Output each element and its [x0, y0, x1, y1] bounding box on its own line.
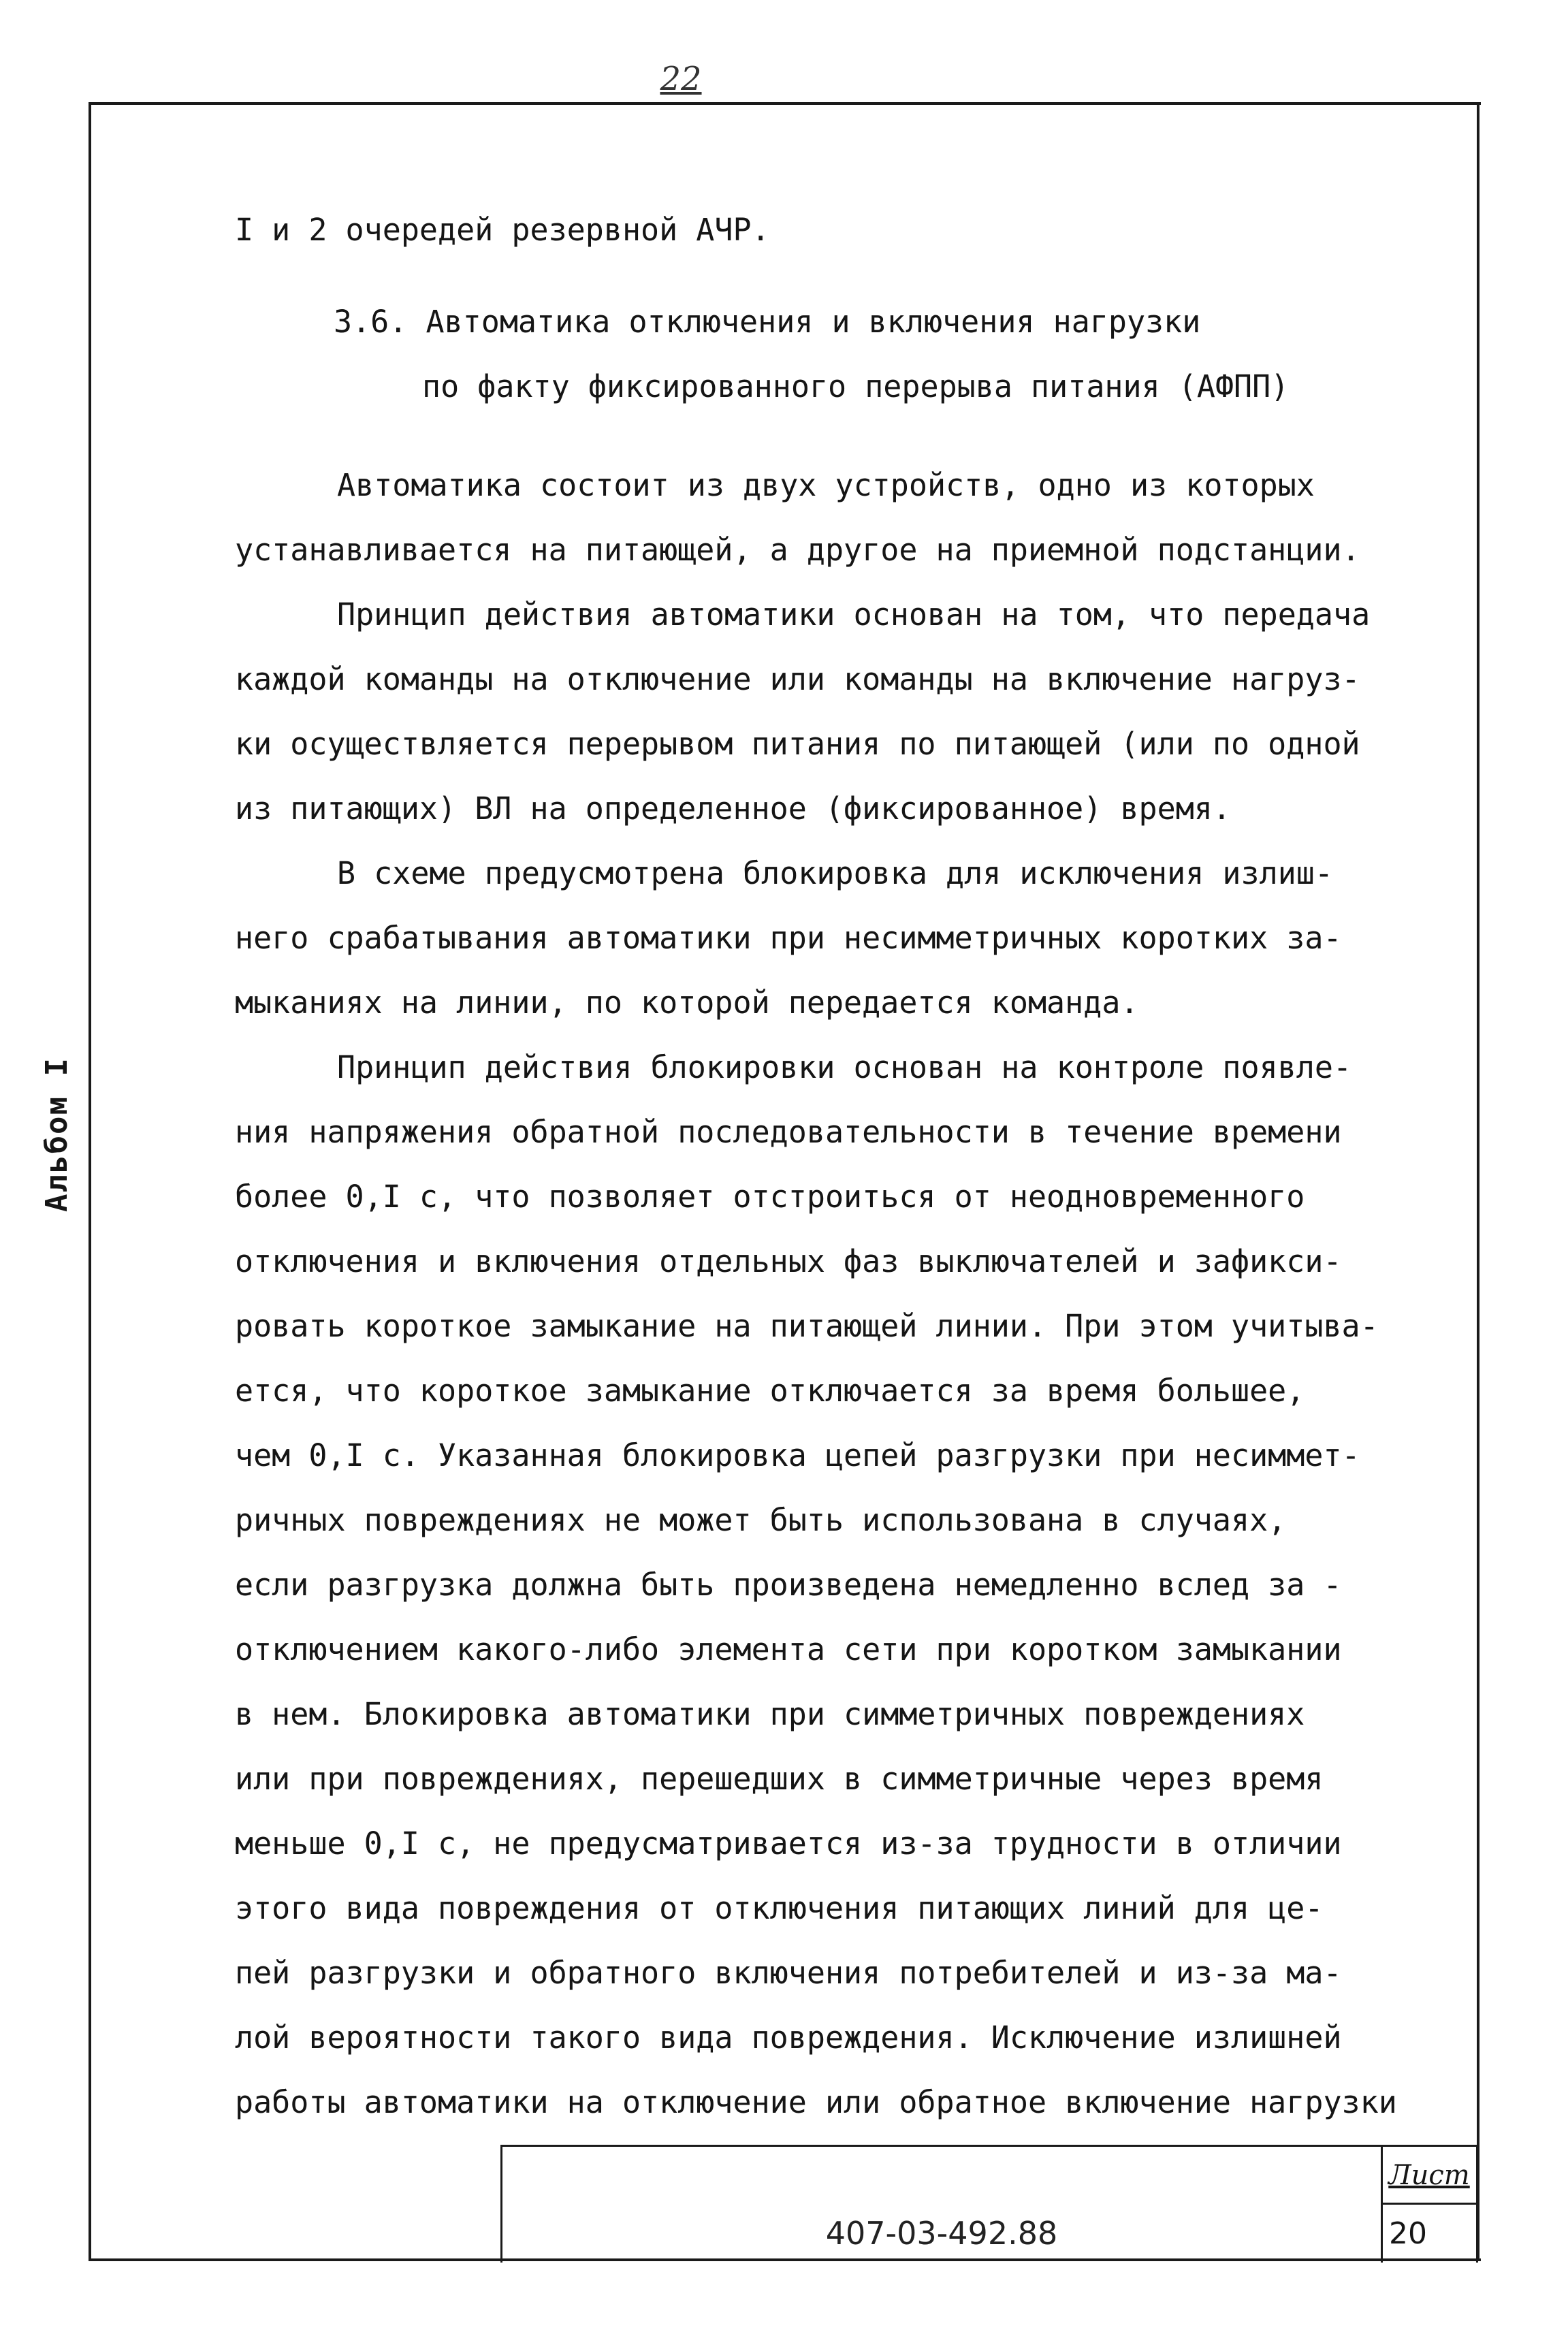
text-line: Принцип действия блокировки основан на контроле появле- [337, 1049, 1352, 1085]
paragraph [235, 582, 1460, 841]
title-block [500, 2145, 1478, 2263]
text-line: Принцип действия автоматики основан на том, что передача [337, 596, 1371, 633]
text-line: отключением какого-либо элемента сети при коротком замыкании [235, 1631, 1342, 1667]
text-line: лой вероятности такого вида повреждения. Исключение излишней [235, 2019, 1342, 2056]
section-title-line-2: по факту фиксированного перерыва питания (АФПП) [422, 368, 1290, 404]
text-line: чем 0,I с. Указанная блокировка цепей разгрузки при несиммет- [235, 1437, 1360, 1473]
text-line: ровать короткое замыкание на питающей линии. При этом учитыва- [235, 1308, 1379, 1344]
frame-left-border [89, 102, 91, 2261]
text-line: пей разгрузки и обратного включения потребителей и из-за ма- [235, 1955, 1342, 1991]
document-body [235, 197, 1460, 2135]
text-line: ричных повреждениях не может быть использована в случаях, [235, 1502, 1287, 1538]
text-line: или при повреждениях, перешедших в симметричные через время [235, 1761, 1324, 1797]
text-line: более 0,I с, что позволяет отстроиться от неодновременного [235, 1179, 1305, 1215]
text-line: если разгрузка должна быть произведена немедленно вслед за - [235, 1567, 1342, 1603]
document-code: 407-03-492.88 [825, 2215, 1058, 2252]
frame-top-border [89, 102, 1481, 105]
text-line: ки осуществляется перерывом питания по питающей (или по одной [235, 726, 1360, 762]
paragraph [235, 841, 1460, 1035]
intro-line: I и 2 очередей резервной АЧР. [235, 212, 770, 248]
text-line: отключения и включения отдельных фаз выключателей и зафикси- [235, 1243, 1342, 1279]
text-line: ния напряжения обратной последовательности в течение времени [235, 1114, 1342, 1150]
paragraph [235, 1035, 1460, 2135]
album-label: Альбом I [39, 1057, 74, 1212]
paragraph [235, 453, 1460, 582]
text-line: меньше 0,I с, не предусматривается из-за трудности в отличии [235, 1825, 1342, 1862]
sheet-label: Лист [1388, 2160, 1470, 2191]
text-line: ется, что короткое замыкание отключается за время большее, [235, 1373, 1305, 1409]
title-block-divider [1381, 2147, 1383, 2263]
text-line: Автоматика состоит из двух устройств, одно из которых [337, 467, 1315, 503]
text-line: мыканиях на линии, по которой передается команда. [235, 985, 1139, 1021]
sheet-number: 20 [1389, 2216, 1427, 2251]
text-line: него срабатывания автоматики при несимметричных коротких за- [235, 920, 1342, 956]
text-line: устанавливается на питающей, а другое на приемной подстанции. [235, 532, 1360, 568]
text-line: работы автоматики на отключение или обратное включение нагрузки [235, 2084, 1397, 2120]
page-number: 22 [660, 60, 702, 98]
text-line: этого вида повреждения от отключения питающих линий для це- [235, 1890, 1324, 1926]
text-line: в нем. Блокировка автоматики при симметричных повреждениях [235, 1696, 1305, 1732]
text-line: В схеме предусмотрена блокировка для исключения излиш- [337, 855, 1333, 891]
frame-right-border [1477, 102, 1479, 2261]
text-line: каждой команды на отключение или команды на включение нагруз- [235, 661, 1360, 697]
text-line: из питающих) ВЛ на определенное (фиксированное) время. [235, 790, 1231, 827]
section-title-line-1: 3.6. Автоматика отключения и включения нагрузки [334, 304, 1201, 340]
title-block-sheet-separator [1381, 2203, 1478, 2205]
